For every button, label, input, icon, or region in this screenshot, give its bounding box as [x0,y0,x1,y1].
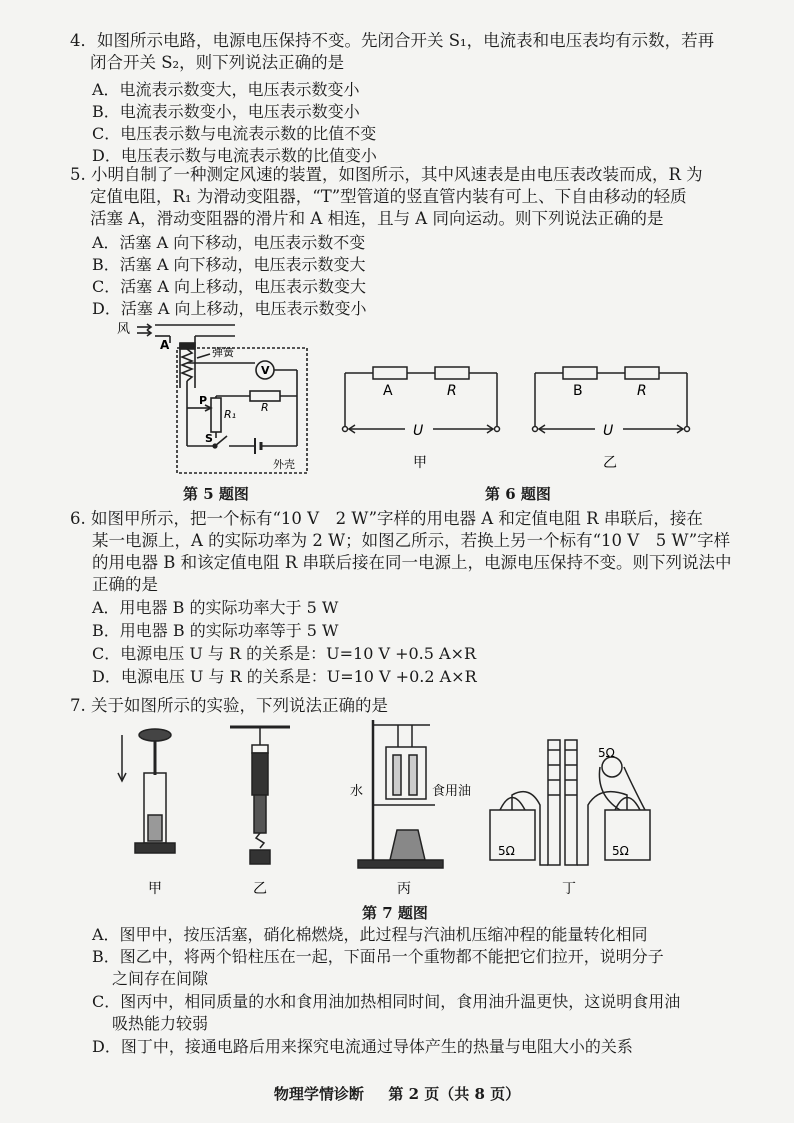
fig7-resistor-right: 5Ω [612,844,629,858]
q7-option-b [92,946,712,990]
fig5-rheostat-label: R₁ [224,408,237,421]
q5-stem-line-3: 活塞 A，滑动变阻器的滑片和 A 相连，且与 A 同向运动。则下列说法正确的是 [90,209,664,228]
fig6-yi-name: 乙 [603,455,617,471]
q5-stem-line-1: 5. 小明自制了一种测定风速的装置，如图所示，其中风速表是由电压表改装而成，R 为 [70,165,703,184]
fig7-water-label: 水 [350,784,364,799]
q5-option-a: A．活塞 A 向下移动，电压表示数不变 [92,233,366,252]
question-7-stem [70,695,735,717]
q5-option-c: C．活塞 A 向上移动，电压表示数变大 [92,277,366,296]
q7-option-b-line-2: 之间存在间隙 [112,969,209,988]
fig6-yi-device: B [573,383,583,399]
q7-option-d: D．图丁中，接通电路后用来探究电流通过导体产生的热量与电阻大小的关系 [92,1037,633,1056]
fig7-bing-label: 丙 [397,881,411,897]
q7-option-a: A．图甲中，按压活塞，硝化棉燃烧，此过程与汽油机压缩冲程的能量转化相同 [92,925,648,944]
q6-stem-line-2: 某一电源上，A 的实际功率为 2 W；如图乙所示，若换上另一个标有“10 V 5 W”字样 [92,531,731,550]
fig6-jia-resistor: R [447,383,457,399]
q5-option-d: D．活塞 A 向上移动，电压表示数变小 [92,299,367,318]
q7-stem: 7. 关于如图所示的实验，下列说法正确的是 [70,696,388,715]
fig7-resistor-top: 5Ω [598,746,615,760]
fig7-jia-label: 甲 [148,881,162,897]
q4-option-a: A．电流表示数变大，电压表示数变小 [92,80,360,99]
q6-option-c: C．电源电压 U 与 R 的关系是：U=10 V +0.5 A×R [92,644,477,663]
figure-7-experiments [100,715,660,900]
fig5-switch-label: S [205,432,213,445]
q6-stem-line-4: 正确的是 [92,575,158,594]
q4-option-d: D．电压表示数与电流表示数的比值变小 [92,146,377,165]
figure-6-series-circuits [335,355,700,480]
fig5-shell-label: 外壳 [273,458,295,471]
fig5-slider-label: P [199,394,208,407]
fig5-piston-label: A [160,338,170,352]
q7-option-c [92,991,712,1035]
q6-stem-line-3: 的用电器 B 和该定值电阻 R 串联后接在同一电源上，电源电压保持不变。则下列说法中 [92,553,732,572]
figure-5-caption: 第 5 题图 [183,485,249,503]
q6-stem-line-1: 6. 如图甲所示，把一个标有“10 V 2 W”字样的用电器 A 和定值电阻 R 串联后，接在 [70,509,703,528]
q4-option-c: C．电压表示数与电流表示数的比值不变 [92,124,377,143]
figure-5-wind-speed-circuit [115,318,320,478]
q6-option-a: A．用电器 B 的实际功率大于 5 W [92,598,339,617]
q7-option-b-line-1: B．图乙中，将两个铅柱压在一起，下面吊一个重物都不能把它们拉开，说明分子 [92,947,664,966]
fig5-resistor-label: R [261,401,269,414]
fig5-wind-label: 风 [117,322,131,337]
fig7-oil-label: 食用油 [432,784,472,799]
figure-7-caption: 第 7 题图 [362,904,428,922]
fig6-yi-resistor: R [637,383,647,399]
page-footer [0,1083,794,1104]
fig5-voltmeter-label: V [261,364,270,377]
q5-option-b: B．活塞 A 向下移动，电压表示数变大 [92,255,366,274]
q4-option-b: B．电流表示数变小，电压表示数变小 [92,102,360,121]
footer-subject: 物理学情诊断 [273,1085,364,1103]
fig7-ding-label: 丁 [562,881,576,897]
q4-stem-line-2: 闭合开关 S₂，则下列说法正确的是 [90,53,345,72]
q4-stem-line-1: 4．如图所示电路，电源电压保持不变。先闭合开关 S₁，电流表和电压表均有示数，若再 [70,31,715,50]
fig5-spring-label: 弹簧 [212,346,234,359]
question-5-stem [70,164,735,230]
fig6-jia-voltage: U [413,423,424,439]
q5-stem-line-2: 定值电阻，R₁ 为滑动变阻器，“T”型管道的竖直管内装有可上、下自由移动的轻质 [90,187,687,206]
footer-page-number: 第 2 页（共 8 页） [388,1085,521,1103]
question-6-stem [70,508,735,596]
q7-option-c-line-1: C．图丙中，相同质量的水和食用油加热相同时间，食用油升温更快，这说明食用油 [92,992,681,1011]
question-4-stem [70,30,735,74]
fig7-yi-label: 乙 [253,881,267,897]
q6-option-d: D．电源电压 U 与 R 的关系是：U=10 V +0.2 A×R [92,667,477,686]
q7-option-c-line-2: 吸热能力较弱 [112,1014,209,1033]
fig6-jia-device: A [383,383,393,399]
fig6-yi-voltage: U [603,423,614,439]
figure-6-caption: 第 6 题图 [485,485,551,503]
q6-option-b: B．用电器 B 的实际功率等于 5 W [92,621,339,640]
fig7-resistor-left: 5Ω [498,844,515,858]
fig6-jia-name: 甲 [413,455,427,471]
